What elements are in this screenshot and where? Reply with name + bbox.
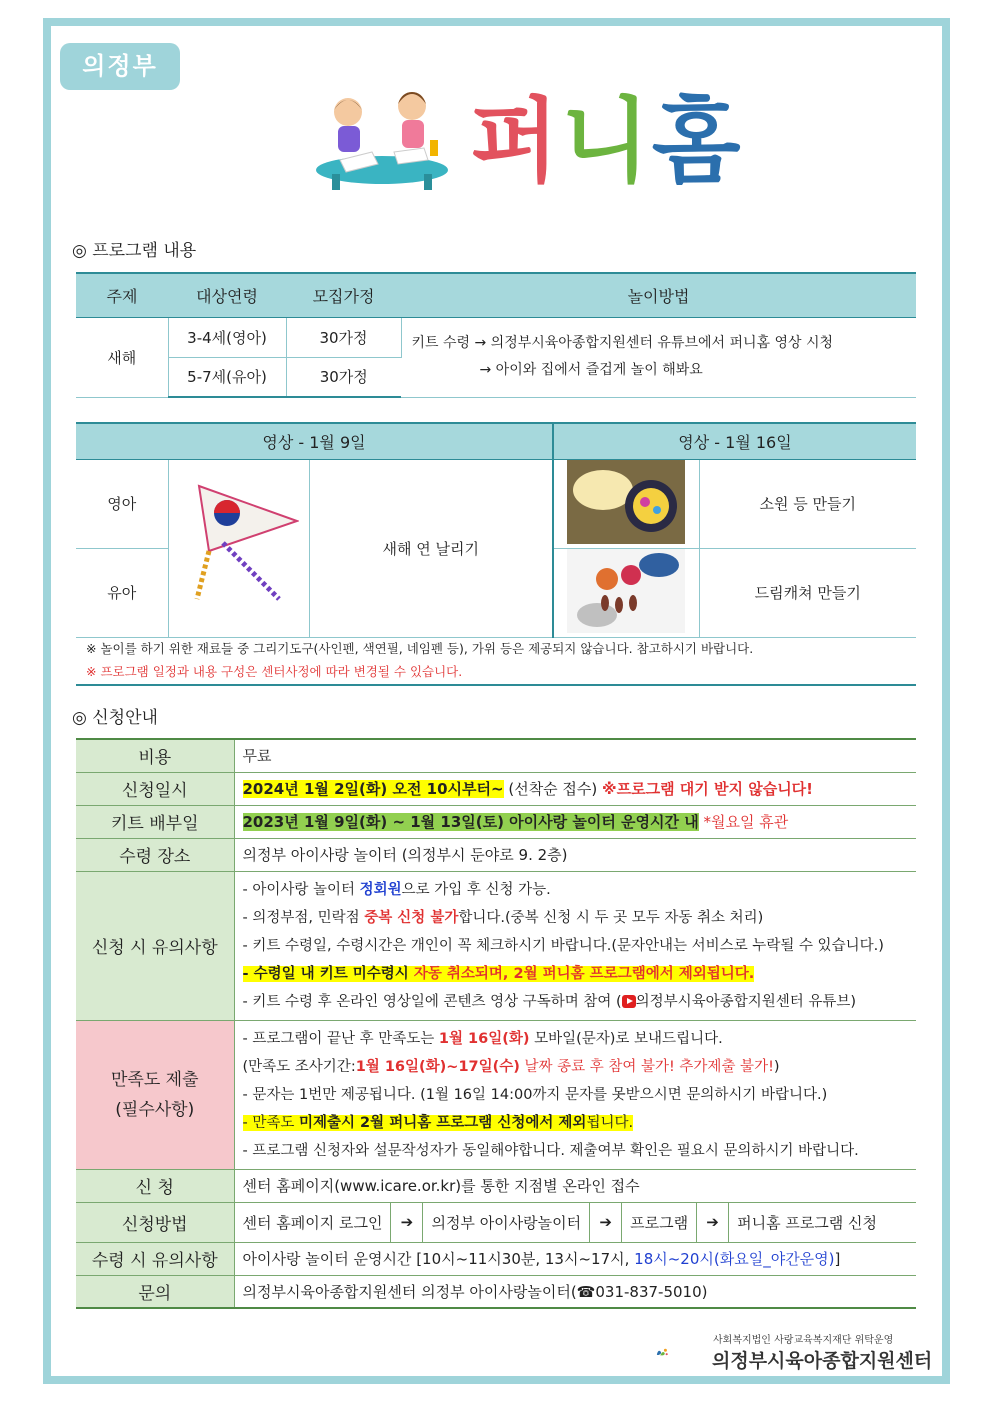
apply-label: 신 청 [76, 1169, 234, 1202]
region-tag: 의정부 [60, 43, 180, 90]
caution-item: - 수령일 내 키트 미수령시 자동 취소되며, 2월 퍼니홈 프로그램에서 제외됩니다. [242, 965, 755, 982]
families-cell: 30가정 [286, 317, 401, 357]
cost-label: 비용 [76, 739, 234, 772]
method-cell [401, 317, 916, 397]
theme-cell: 새해 [76, 317, 168, 397]
step-login: 센터 홈페이지 로그인 [235, 1203, 392, 1242]
contact-label: 문의 [76, 1275, 234, 1308]
dreamcatcher-image [567, 549, 685, 633]
note-schedule: ※ 프로그램 일정과 내용 구성은 센터사정에 따라 변경될 수 있습니다. [86, 664, 463, 679]
group-child: 유아 [76, 548, 168, 637]
lantern-image [567, 460, 685, 544]
families-cell: 30가정 [286, 357, 401, 397]
notes [76, 637, 916, 686]
video-header-jan16: 영상 - 1월 16일 [553, 423, 916, 459]
caution-item: - 아이사랑 놀이터 정회원으로 가입 후 신청 가능. [242, 881, 551, 898]
method-line-2: → 아이와 집에서 즐겁게 놀이 해봐요 [479, 362, 703, 378]
application-heading: ◎ 신청안내 [72, 708, 158, 728]
arrow-icon: ➔ [391, 1203, 423, 1242]
col-theme: 주제 [76, 273, 168, 317]
page-title: 퍼니홈 [470, 88, 743, 195]
col-age: 대상연령 [168, 273, 286, 317]
arrow-icon: ➔ [590, 1203, 622, 1242]
survey-item: (만족도 조사기간:1월 16일(화)~17일(수) 날짜 종료 후 참여 불가! 추가제출 불가!) [242, 1058, 780, 1075]
method-line-1: 키트 수령 → 의정부시육아종합지원센터 유튜브에서 퍼니홈 영상 시청 [411, 335, 834, 351]
place-value: 의정부 아이사랑 놀이터 (의정부시 둔야로 9. 2층) [234, 838, 916, 871]
place-label: 수령 장소 [76, 838, 234, 871]
program-table [76, 272, 916, 398]
survey-list [234, 1020, 916, 1169]
age-cell: 3-4세(영아) [168, 317, 286, 357]
org-name: 의정부시육아종합지원센터 [712, 1350, 933, 1372]
date-value: 2024년 1월 2일(화) 오전 10시부터~ (선착순 접수) ※프로그램 대기 받지 않습니다! [234, 772, 916, 805]
kit-label: 키트 배부일 [76, 805, 234, 838]
caution-list [234, 871, 916, 1020]
kite-activity: 새해 연 날리기 [309, 459, 553, 637]
youtube-icon [622, 995, 636, 1008]
cost-value: 무료 [234, 739, 916, 772]
note-materials: ※ 놀이를 하기 위한 재료들 중 그리기도구(사인펜, 색연필, 네임펜 등), 가위 등은 제공되지 않습니다. 참고하시기 바랍니다. [86, 641, 754, 656]
pickup-label: 수령 시 유의사항 [76, 1242, 234, 1275]
step-funnyhome: 퍼니홈 프로그램 신청 [737, 1213, 878, 1232]
kite-image [179, 481, 299, 611]
col-method: 놀이방법 [401, 273, 916, 317]
arrow-icon: ➔ [697, 1203, 729, 1242]
method-steps [234, 1202, 916, 1242]
center-logo [656, 1330, 712, 1374]
dreamcatcher-photo [553, 548, 699, 637]
survey-item: - 만족도 미제출시 2월 퍼니홈 프로그램 신청에서 제외됩니다. [242, 1114, 634, 1131]
caution-label: 신청 시 유의사항 [76, 871, 234, 1020]
survey-item: - 문자는 1번만 제공됩니다. (1월 16일 14:00까지 문자를 못받으시면 문의하시기 바랍니다.) [242, 1086, 828, 1103]
application-table [76, 738, 916, 1309]
method-label: 신청방법 [76, 1202, 234, 1242]
survey-label: 만족도 제출 (필수사항) [76, 1020, 234, 1169]
kit-value: 2023년 1월 9일(화) ~ 1월 13일(토) 아이사랑 놀이터 운영시간 내 *월요일 휴관 [234, 805, 916, 838]
video-table [76, 422, 916, 638]
lantern-photo [553, 459, 699, 548]
kids-drawing-illustration [312, 82, 452, 192]
survey-item: - 프로그램 신청자와 설문작성자가 동일해야합니다. 제출여부 확인은 필요시 문의하시기 바랍니다. [242, 1142, 859, 1159]
lantern-activity: 소원 등 만들기 [699, 459, 916, 548]
date-label: 신청일시 [76, 772, 234, 805]
col-families: 모집가정 [286, 273, 401, 317]
caution-item: - 의정부점, 민락점 중복 신청 불가합니다.(중복 신청 시 두 곳 모두 자동 취소 처리) [242, 909, 764, 926]
survey-item: - 프로그램이 끝난 후 만족도는 1월 16일(화) 모바일(문자)로 보내드립니다. [242, 1030, 723, 1047]
video-header-jan9: 영상 - 1월 9일 [76, 423, 553, 459]
program-heading: ◎ 프로그램 내용 [72, 241, 197, 261]
kite-photo [168, 459, 309, 637]
caution-item: - 키트 수령 후 온라인 영상일에 콘텐츠 영상 구독하며 참여 ( 의정부시육아종합지원센터 유튜브) [242, 993, 857, 1010]
step-playground: 의정부 아이사랑놀이터 [423, 1203, 590, 1242]
pickup-value: 아이사랑 놀이터 운영시간 [10시~11시30분, 13시~17시, 18시~20시(화요일_야간운영)] [234, 1242, 916, 1275]
apply-value: 센터 홈페이지(www.icare.or.kr)를 통한 지점별 온라인 접수 [234, 1169, 916, 1202]
group-infant: 영아 [76, 459, 168, 548]
caution-item: - 키트 수령일, 수령시간은 개인이 꼭 체크하시기 바랍니다.(문자안내는 서비스로 누락될 수 있습니다.) [242, 937, 884, 954]
step-program: 프로그램 [622, 1203, 697, 1242]
org-operator: 사회복지법인 사랑교육복지재단 위탁운영 [713, 1335, 894, 1346]
age-cell: 5-7세(유아) [168, 357, 286, 397]
contact-value: 의정부시육아종합지원센터 의정부 아이사랑놀이터(☎031-837-5010) [234, 1275, 916, 1308]
dreamcatcher-activity: 드림캐쳐 만들기 [699, 548, 916, 637]
